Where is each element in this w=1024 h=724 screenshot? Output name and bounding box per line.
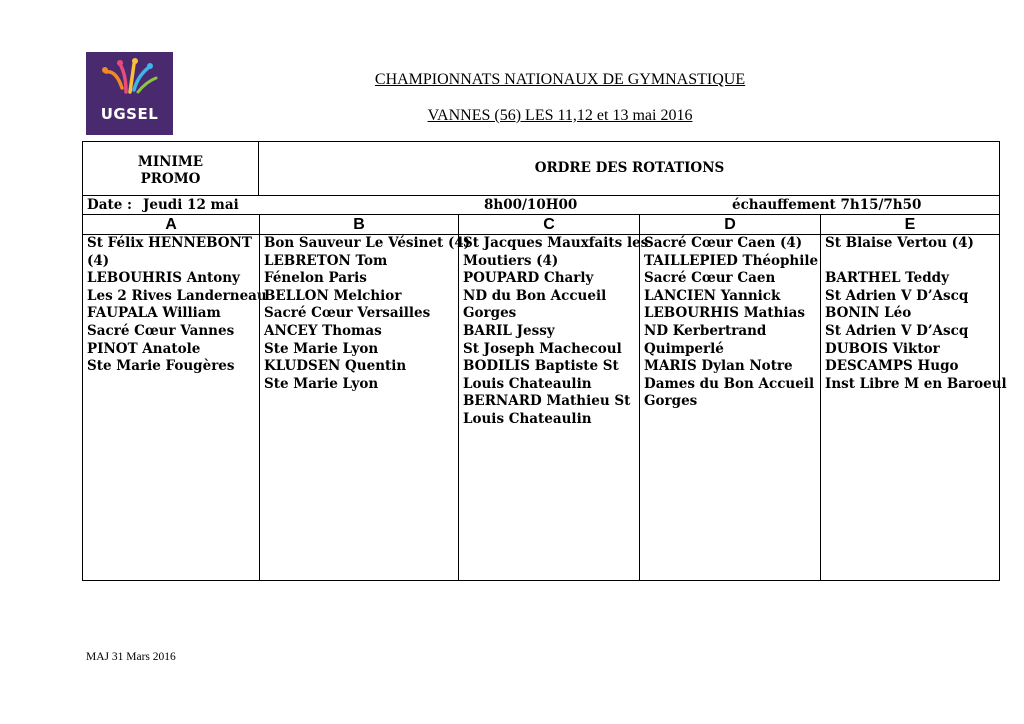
date-label: Date : — [87, 197, 132, 213]
entry-line: Sacré Cœur Versailles — [264, 305, 431, 322]
order-title: ORDRE DES ROTATIONS — [534, 160, 725, 176]
entry-line: Inst Libre M en Baroeul — [825, 375, 1007, 392]
entry-line: ND Kerbertrand — [644, 322, 767, 339]
logo-figures-icon — [86, 52, 173, 107]
entry-line: Ste Marie Lyon — [264, 375, 379, 392]
entry-line: DESCAMPS Hugo — [825, 358, 959, 375]
entry-line: LEBRETON Tom — [264, 252, 388, 269]
entry-line: BONIN Léo — [825, 305, 912, 322]
entry-line: Les 2 Rives Landerneau — [87, 287, 267, 304]
document-subtitle: VANNES (56) LES 11,12 et 13 mai 2016 — [427, 107, 693, 124]
entry-line: BARTHEL Teddy — [825, 270, 949, 287]
date-value: Jeudi 12 mai — [143, 197, 239, 213]
entry-line: Ste Marie Fougères — [87, 358, 235, 375]
rotation-column-c — [459, 235, 649, 580]
ugsel-logo — [86, 52, 173, 135]
entry-line: Sacré Cœur Vannes — [87, 322, 235, 339]
entry-line: St Félix HENNEBONT — [87, 235, 252, 251]
rotation-letter-e: E — [904, 216, 916, 233]
entry-line: Quimperlé — [644, 340, 724, 357]
rotation-letter-a: A — [83, 215, 260, 234]
rotation-column-d — [640, 235, 821, 580]
entry-line: LEBOUHRIS Antony — [87, 270, 240, 287]
entry-line: Dames du Bon Accueil — [644, 375, 815, 392]
level-line-2: PROMO — [140, 171, 201, 187]
entry-line: Fénelon Paris — [264, 270, 367, 287]
entry-line: LEBOURHIS Mathias — [644, 305, 805, 322]
entry-line: BELLON Melchior — [264, 287, 402, 304]
entry-line: Ste Marie Lyon — [264, 340, 379, 357]
entry-line: St Jacques Mauxfaits les — [463, 235, 649, 251]
entry-line: BERNARD Mathieu St — [463, 393, 631, 410]
rotation-letter-c: C — [459, 215, 640, 234]
warmup-time: échauffement 7h15/7h50 — [732, 197, 922, 213]
entry-line: St Blaise Vertou (4) — [825, 235, 974, 251]
entry-line: St Joseph Machecoul — [463, 340, 622, 357]
entry-line: FAUPALA William — [87, 305, 221, 322]
entry-line: Bon Sauveur Le Vésinet (4) — [264, 235, 471, 251]
rotation-column-b — [260, 235, 471, 580]
rotation-column-a — [83, 235, 267, 580]
entry-line: Moutiers (4) — [463, 252, 559, 269]
entry-line: Gorges — [644, 393, 698, 410]
level-cell — [83, 142, 259, 195]
entry-line: Louis Chateaulin — [463, 410, 592, 427]
entry-line: LANCIEN Yannick — [644, 287, 781, 304]
logo-text: UGSEL — [100, 105, 159, 123]
entry-line: St Adrien V D’Ascq — [825, 322, 969, 339]
entry-line: BODILIS Baptiste St — [463, 358, 619, 375]
entry-line: TAILLEPIED Théophile — [644, 252, 819, 269]
entry-line: ND du Bon Accueil — [463, 287, 607, 304]
entry-line: MARIS Dylan Notre — [644, 358, 793, 375]
entry-line: ANCEY Thomas — [264, 322, 382, 339]
document-title: CHAMPIONNATS NATIONAUX DE GYMNASTIQUE — [374, 71, 746, 88]
rotation-column-e — [821, 235, 1007, 580]
entry-line: Louis Chateaulin — [463, 375, 592, 392]
entry-line: BARIL Jessy — [463, 322, 555, 339]
rotation-letters-row — [83, 215, 999, 235]
entry-line: POUPARD Charly — [463, 270, 594, 287]
entry-line: DUBOIS Viktor — [825, 340, 940, 357]
entry-line: KLUDSEN Quentin — [264, 358, 407, 375]
entry-line: Sacré Cœur Caen (4) — [644, 235, 803, 251]
entry-line: (4) — [87, 252, 110, 269]
entry-line: St Adrien V D’Ascq — [825, 287, 969, 304]
level-line-1: MINIME — [137, 154, 204, 170]
rotation-letter-d: D — [640, 215, 821, 234]
entry-line: PINOT Anatole — [87, 340, 201, 357]
rotation-table — [82, 141, 1007, 581]
time-slot: 8h00/10H00 — [484, 197, 578, 213]
update-note: MAJ 31 Mars 2016 — [86, 651, 176, 663]
entry-line: Sacré Cœur Caen — [644, 270, 776, 287]
date-row — [83, 196, 999, 215]
entry-line — [825, 253, 995, 271]
table-header-row — [83, 142, 999, 196]
rotation-letter-b: B — [260, 215, 459, 234]
entry-line: Gorges — [463, 305, 517, 322]
